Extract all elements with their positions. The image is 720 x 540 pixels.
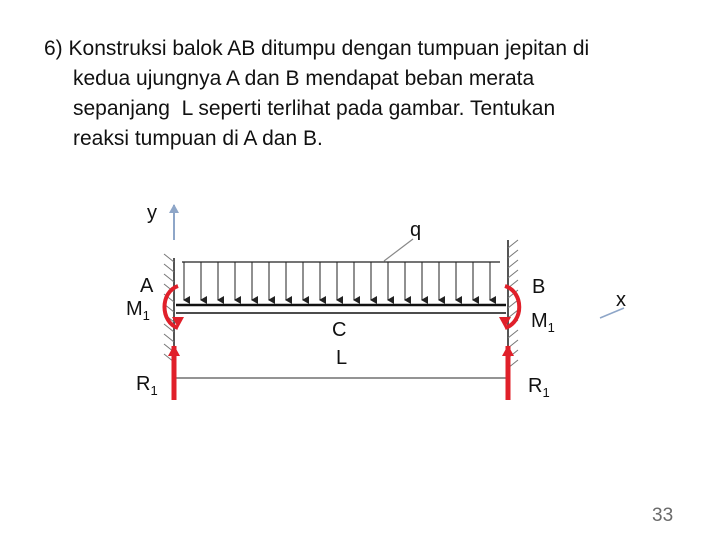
q-leader [384,239,413,261]
problem-line: reaksi tumpuan di A dan B. [73,127,323,150]
problem-line: kedua ujungnya A dan B mendapat beban merata [73,67,535,90]
reaction-b-label: $R_1$ [528,375,550,400]
problem-line: sepanjang L seperti terlihat pada gambar. Tentukan [73,97,556,120]
load-label: q [410,219,422,241]
moment-b-label: $M_1$ [531,310,555,335]
x-axis-label: x [616,289,626,311]
length-label: L [336,347,348,369]
point-b-label: B [532,276,546,298]
beam [176,305,506,313]
point-a-label: A [140,275,154,297]
reaction-a-label: $R_1$ [136,373,158,398]
page-number: 33 [652,505,674,526]
distributed-load [182,262,500,300]
moment-a-label: $M_1$ [126,298,150,323]
point-c-label: C [332,319,347,341]
problem-line: 6) Konstruksi balok AB ditumpu dengan tumpuan jepitan di [44,37,590,60]
y-axis-label: y [147,202,157,224]
moment-a-arrow [165,286,179,328]
